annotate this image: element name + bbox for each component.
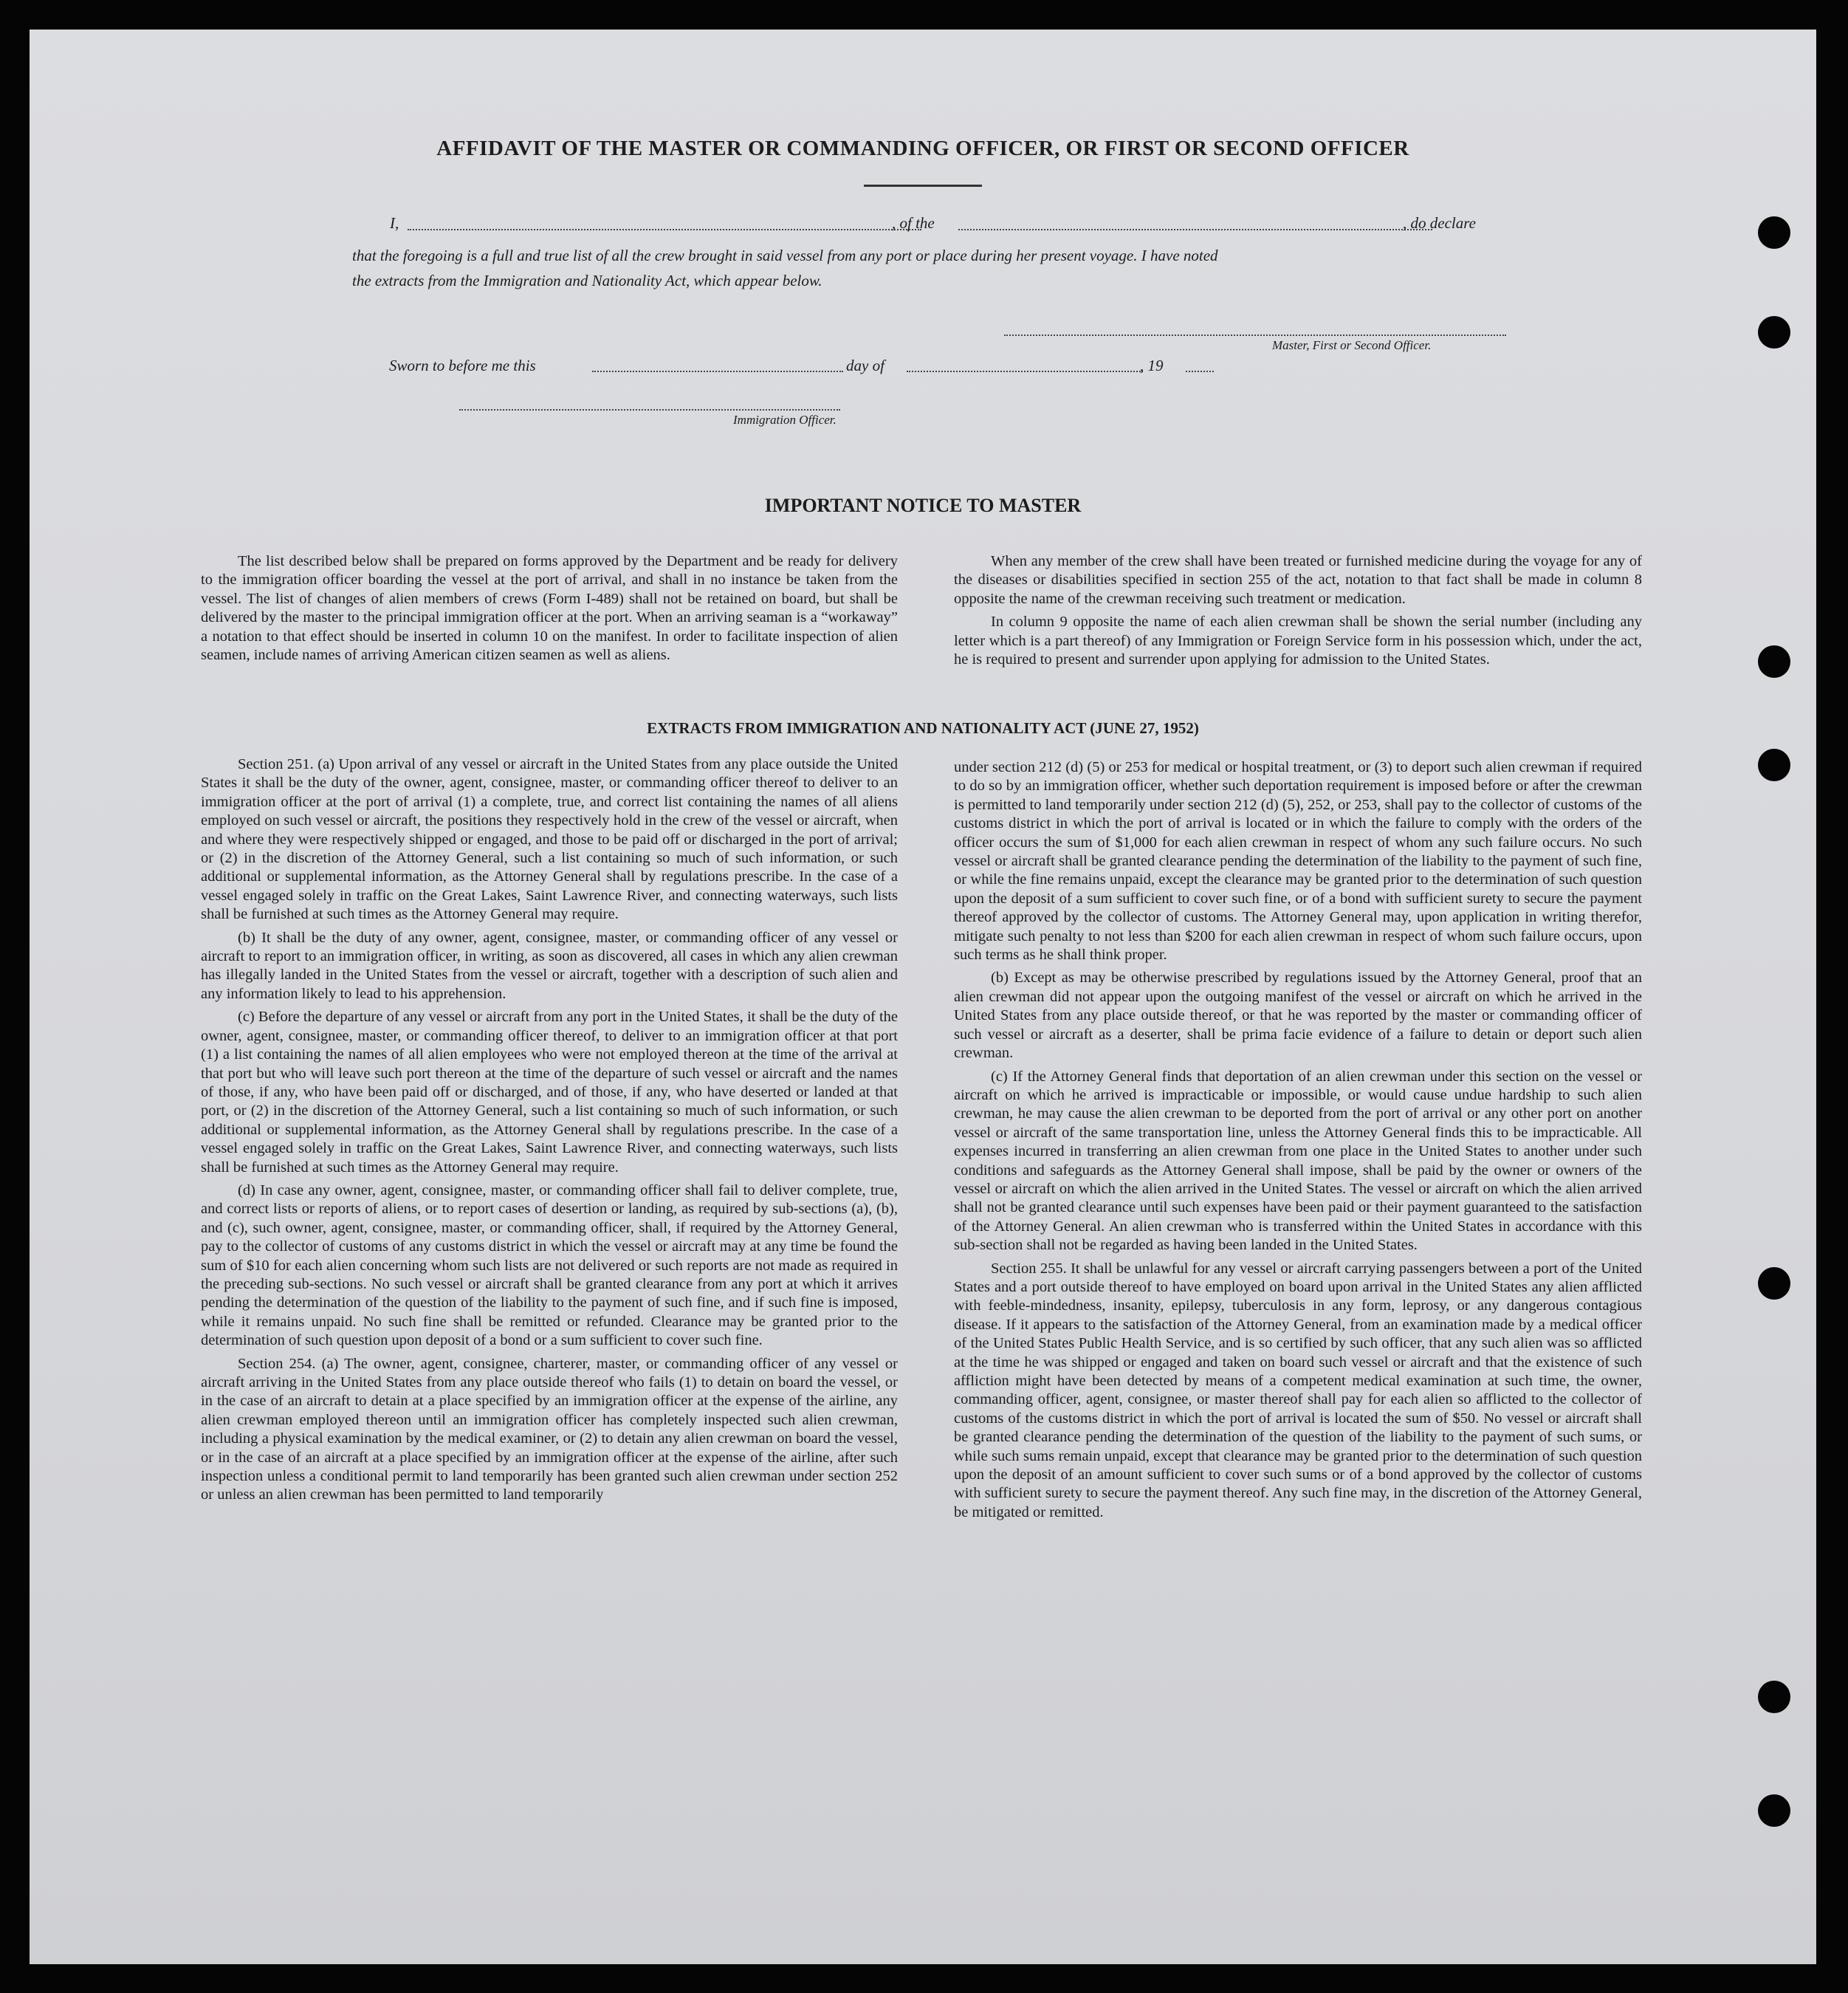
section-254a-paragraph: Section 254. (a) The owner, agent, consignee, charterer, master, or commanding officer of any vessel or aircraft arriving in the United States from any place outside thereof who fails (1) to detain on board the vessel, or in the case of an aircraft to detain at a place specified by an immigration officer at the expense of the airline, any alien crewman employed thereon until an immigration officer has completely inspected such alien crewman, including a physical examination by the medical examiner, or (2) to detain any alien crewman on board the vessel, or in the case of an aircraft at a place specified by an immigration officer at the expense of the airline, after such inspection unless a conditional permit to land temporarily has been granted such alien crewman under section 252 or unless an alien crewman has been permitted to land temporarily bbox=[201, 1355, 898, 1503]
sworn-month-field[interactable] bbox=[907, 371, 1143, 372]
section-251d-paragraph: (d) In case any owner, agent, consignee, master, or commanding officer shall fail to deliver complete, true, and correct lists or reports of aliens, or to report cases of desertion or landing, as required by sub-sections (a), (b), and (c), such owner, agent, consignee, master, or commanding officer, shall, if required by the Attorney General, pay to the collector of customs of any customs district in which the vessel or aircraft may at any time be found the sum of $10 for each alien concerning whom such lists are not delivered or such reports are not made as required in the preceding sub-sections. No such vessel or aircraft shall be granted clearance from any port at which it arrives pending the determination of the question of the liability to the payment of such fine, and if such fine is imposed, while it remains unpaid. No such fine shall be remitted or refunded. Clearance may be granted prior to the determination of such question upon deposit of a bond or a sum sufficient to cover such fine. bbox=[201, 1181, 898, 1349]
notice-paragraph: In column 9 opposite the name of each alien crewman shall be shown the serial number (including any letter which is a part thereof) of any Immigration or Foreign Service form in his possession which, under the act, he is required to present and surrender upon applying for admission to the United States. bbox=[954, 614, 1642, 668]
section-255-paragraph: Section 255. It shall be unlawful for any vessel or aircraft carrying passengers between a port of the United States and a port outside thereof to have employed on board upon arrival in the United States any alien afflicted with feeble-mindedness, insanity, epilepsy, tuberculosis in any form, leprosy, or any dangerous contagious disease. If it appears to the satisfaction of the Attorney General, from an examination made by a medical officer of the United States Public Health Service, and is so certified by such officer, that any such alien was so afflicted at the time he was shipped or engaged and taken on board such vessel or aircraft and that the existence of such affliction might have been detected by means of a competent medical examination at such time, the owner, commanding officer, agent, consignee, or master thereof shall pay for each alien so afflicted to the collector of customs of the customs district in which the port of arrival is located the sum of $50. No vessel or aircraft shall be granted clearance pending the determination of the question of the liability to the payment of such sums, or while such sums remain unpaid, except that clearance may be granted prior to the determination of such question upon the deposit of an amount sufficient to cover such sums or of a bond approved by the collector of customs with sufficient surety to secure the payment thereof. Any such fine may, in the discretion of the Attorney General, be mitigated or remitted. bbox=[954, 1260, 1642, 1520]
punch-hole bbox=[1758, 216, 1790, 249]
declarant-name-field[interactable] bbox=[408, 229, 921, 230]
master-signature-line[interactable] bbox=[1004, 335, 1506, 336]
section-254a-continued-paragraph: under section 212 (d) (5) or 253 for medical or hospital treatment, or (3) to deport such alien crewman if required to do so by an immigration officer, whether such deportation requirement is imposed before or after the crewman is permitted to land temporarily under section 212 (d) (5), 252, or 253, shall pay to the collector of customs of the customs district in which the port of arrival is located or in which the failure to comply with the orders of the officer occurs the sum of $1,000 for each alien crewman in respect of whom any such failure occurs. No such vessel or aircraft shall be granted clearance pending the determination of the liability to the payment of such fine, or while the fine remains unpaid, except the clearance may be granted prior to the determination of such question upon the deposit of a sum sufficient to cover such fine, or of a bond with sufficient surety to secure the payment thereof approved by the collector of customs. The Attorney General may, upon application in writing therefor, mitigate such penalty to not less than $200 for each alien crewman in respect of whom such failure occurs, upon such terms as he shall think proper. bbox=[954, 759, 1642, 964]
punch-hole bbox=[1758, 645, 1790, 678]
day-of-label: day of bbox=[846, 357, 885, 374]
officer-signature-label: Immigration Officer. bbox=[733, 413, 837, 427]
of-the-label: , of the bbox=[892, 214, 935, 232]
section-251a-paragraph: Section 251. (a) Upon arrival of any vessel or aircraft in the United States from any place outside the United States it shall be the duty of the owner, agent, consignee, master, or commanding officer thereof to deliver to an immigration officer at the port of arrival (1) a complete, true, and correct list containing the names of all aliens employed on such vessel or aircraft, the positions they respectively hold in the crew of the vessel or aircraft, when and where they were respectively shipped or engaged, and those to be paid off or discharged in the port of arrival; or (2) in the discretion of the Attorney General, such a list containing so much of such information, or such additional or supplemental information, as the Attorney General shall by regulations prescribe. In the case of a vessel engaged solely in traffic on the Great Lakes, Saint Lawrence River, and connecting waterways, such lists shall be furnished at such times as the Attorney General may require. bbox=[201, 756, 898, 923]
punch-hole bbox=[1758, 749, 1790, 781]
do-declare-label: , do declare bbox=[1403, 214, 1476, 232]
title-divider bbox=[864, 185, 982, 187]
notice-paragraph: The list described below shall be prepared on forms approved by the Department and be ready for delivery to the immigration officer boarding the vessel at the port of arrival, and shall in no instance be taken from the vessel. The list of changes of alien members of crews (Form I-489) shall not be retained on board, but shall be delivered by the master to the principal immigration officer at the port. When an arriving seaman is a “workaway” a notation to that effect should be inserted in column 10 on the manifest. In order to facilitate inspection of alien seamen, include names of arriving American citizen seamen as well as aliens. bbox=[201, 553, 898, 664]
affidavit-title: AFFIDAVIT OF THE MASTER OR COMMANDING OFFICER, OR FIRST OR SECOND OFFICER bbox=[436, 137, 1409, 160]
section-254b-paragraph: (b) Except as may be otherwise prescribed by regulations issued by the Attorney General, proof that an alien crewman did not appear upon the outgoing manifest of the vessel or aircraft on which he arrived in the United States from any place outside thereof, or that he was reported by the master or commanding officer of such vessel or aircraft as a deserter, shall be prima facie evidence of a failure to detain or deport such alien crewman. bbox=[954, 970, 1642, 1062]
vessel-name-field[interactable] bbox=[958, 229, 1432, 230]
sworn-day-field[interactable] bbox=[592, 371, 843, 372]
notice-left-column bbox=[201, 552, 898, 669]
punch-hole bbox=[1758, 1267, 1790, 1300]
section-254c-paragraph: (c) If the Attorney General finds that deportation of an alien crewman under this section on the vessel or aircraft on which he arrived is impracticable or impossible, or would cause undue hardship to such alien crewman, he may cause the alien crewman to be deported from the port of arrival or any other port on another vessel or aircraft of the same transportation line, unless the Attorney General finds this to be impracticable. All expenses incurred in transferring an alien crewman from one place in the United States to another under such conditions and safeguards as the Attorney General shall impose, shall be paid by the owner or owners of the vessel or aircraft on which the alien arrived in the United States. The vessel or aircraft on which the alien arrived shall not be granted clearance until such expenses have been paid or their payment guaranteed to the satisfaction of the Attorney General. An alien crewman who is transferred within the United States in accordance with this sub-section shall not be regarded as having been landed in the United States. bbox=[954, 1068, 1642, 1254]
extracts-left-column bbox=[201, 755, 898, 1509]
sworn-year-field[interactable] bbox=[1186, 371, 1214, 372]
section-251c-paragraph: (c) Before the departure of any vessel or aircraft from any port in the United States, it shall be the duty of the owner, agent, consignee, master, or commanding officer thereof, to deliver to an immigration officer at that port (1) a list containing the names of all alien employees who were not employed thereon at the time of the arrival at that port but who will leave such port thereon at the time of the departure of such vessel or aircraft and the names of those, if any, who have been paid off or discharged, and of those, if any, who have deserted or landed at that port, or (2) in the discretion of the Attorney General, such a list containing so much of such information, or such additional or supplemental information, as the Attorney General shall by regulations prescribe. In the case of a vessel engaged solely in traffic on the Great Lakes, Saint Lawrence River, and connecting waterways, such lists shall be furnished at such times as the Attorney General may require. bbox=[201, 1009, 898, 1176]
extracts-right-column bbox=[954, 758, 1642, 1526]
punch-hole bbox=[1758, 316, 1790, 349]
punch-hole bbox=[1758, 1681, 1790, 1713]
notice-paragraph: When any member of the crew shall have been treated or furnished medicine during the voyage for any of the diseases or disabilities specified in section 255 of the act, notation to that fact shall be made in column 8 opposite the name of the crewman receiving such treatment or medication. bbox=[954, 553, 1642, 607]
extracts-title: EXTRACTS FROM IMMIGRATION AND NATIONALITY ACT (JUNE 27, 1952) bbox=[647, 719, 1199, 737]
officer-signature-line[interactable] bbox=[459, 409, 840, 411]
year-label: , 19 bbox=[1140, 357, 1164, 374]
section-251b-paragraph: (b) It shall be the duty of any owner, agent, consignee, master, or commanding officer of any vessel or aircraft to report to an immigration officer, in writing, as soon as discovered, all cases in which any alien crewman has illegally landed in the United States from the vessel or aircraft, together with a description of such alien and any information likely to lead to his apprehension. bbox=[201, 929, 898, 1002]
document-page bbox=[30, 30, 1816, 1964]
sworn-label: Sworn to before me this bbox=[389, 357, 536, 374]
declaration-line-1: that the foregoing is a full and true list of all the crew brought in said vessel from any port or place during her present voyage. I have noted bbox=[352, 247, 1218, 264]
declaration-line-2: the extracts from the Immigration and Nationality Act, which appear below. bbox=[352, 272, 822, 289]
notice-right-column bbox=[954, 552, 1642, 673]
master-signature-label: Master, First or Second Officer. bbox=[1272, 338, 1432, 352]
notice-title: IMPORTANT NOTICE TO MASTER bbox=[764, 495, 1082, 516]
punch-hole bbox=[1758, 1794, 1790, 1827]
i-label: I, bbox=[390, 214, 399, 232]
